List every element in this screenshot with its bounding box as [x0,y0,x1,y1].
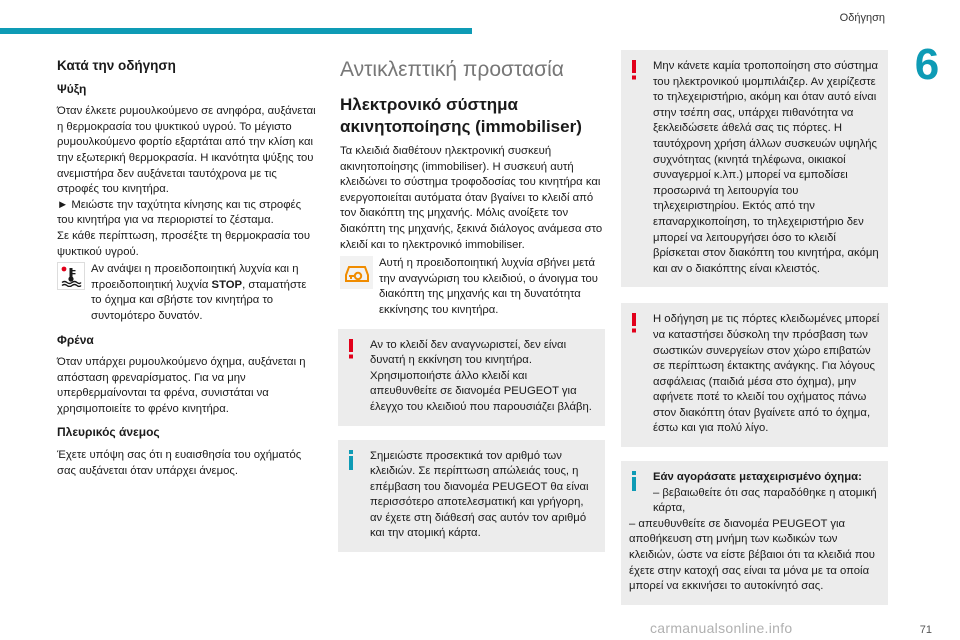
immobiliser-key-icon [340,256,373,289]
brakes-text: Όταν υπάρχει ρυμουλκούμενο όχημα, αυξάνεται η απόσταση φρεναρίσματος. Για να μην υπερθερμαίνονται τα φρένα, συνιστάται να χρησιμοποιείτε το φρένο κινητήρα. [57,356,306,415]
info-icon [631,471,637,497]
immobiliser-lamp-row [340,256,605,318]
cooling-text-2: Σε κάθε περίπτωση, προσέξτε τη θερμοκρασία του ψυκτικού υγρού. [57,229,311,258]
immobiliser-heading: Ηλεκτρονικό σύστημα ακινητοποίησης (immobiliser) [340,95,582,136]
stop-label: STOP [211,278,243,291]
used-vehicle-heading: Εάν αγοράσατε μεταχειρισμένο όχημα: [653,471,862,484]
watermark: carmanualsonline.info [650,620,793,636]
warning-exclamation-icon [631,60,637,86]
chapter-number: 6 [914,40,940,89]
used-vehicle-item-1: – βεβαιωθείτε ότι σας παραδόθηκε η ατομική κάρτα, [653,486,877,515]
used-vehicle-item-2: – απευθυνθείτε σε διανομέα PEUGEOT για αποθήκευση στη μνήμη των κωδικών των κλειδιών, ώστε να είστε βέβαιοι ότι τα κλειδιά που έχετε στην κατοχή σας είναι τα μόνα με τα οποία μπορεί να εκκινήσει το αυτοκίνητό σας. [629,517,875,593]
info-icon [348,450,354,476]
locked-doors-warning [621,303,888,447]
coolant-warning-row [57,262,319,324]
cooling-bullet: ► Μειώστε την ταχύτητα κίνησης και τις στροφές του κινητήρα για να περιοριστεί το ζέσταμα. [57,198,302,227]
driving-heading: Κατά την οδήγηση [57,58,176,73]
cooling-heading: Ψύξη [57,81,87,96]
key-number-info-text: Σημειώστε προσεκτικά τον αριθμό των κλειδιών. Σε περίπτωση απώλειάς τους, η επέμβαση του διανομέα PEUGEOT θα είναι περισσότερο αποτελεσματική και γρήγορη, αν έχετε στη διάθεσή σας αυτόν τον αριθμό και την ατομική κάρτα. [370,449,589,540]
warning-exclamation-icon [631,313,637,339]
key-warning-text: Αν το κλειδί δεν αναγνωριστεί, δεν είναι δυνατή η εκκίνηση του κινητήρα. Χρησιμοποιήστε άλλο κλειδί και απευθυνθείτε σε διανομέα PEUGEOT για έλεγχο του κλειδιού που παρουσιάζει βλάβη. [370,338,592,413]
section-header-title: Οδήγηση [839,12,885,24]
immobiliser-lamp-text: Αυτή η προειδοποιητική λυχνία σβήνει μετά την αναγνώριση του κλειδιού, ο άνοιγμα του διακόπτη της μηχανής και τη δυνατότητα εκκίνησης του κινητήρα. [379,257,598,316]
page-number: 71 [919,624,932,636]
left-column [57,58,319,479]
right-column [623,58,888,615]
key-number-info [338,440,605,553]
cooling-text: Όταν έλκετε ρυμουλκούμενο σε ανηφόρα, αυξάνεται η θερμοκρασία του ψυκτικού υγρού. Το μέγιστο ρυμουλκούμενο φορτίο εξαρτάται από την κλίση και την εξωτερική θερμοκρασία. Η ικανότητα ψύξης του ανεμιστήρα δεν αυξάνεται ταυτόχρονα με τις στροφές του κινητήρα. [57,105,316,196]
header-accent-bar [0,28,472,34]
coolant-warning-text-b: , σταματήστε το όχημα και σβήστε τον κινητήρα το συντομότερο δυνατόν. [91,278,307,322]
modification-warning-text: Μην κάνετε καμία τροποποίηση στο σύστημα του ηλεκτρονικού ιμομπιλάιζερ. Αν χειρίζεστε το τηλεχειριστήριο, ακόμη και όταν αυτό είναι στην τσέπη σας, υπάρχει πιθανότητα να ξεκλειδώσετε άθελά σας τις πόρτες. Η ταυτόχρονη χρήση άλλων συσκευών υψηλής συχνότητας (κινητά τηλέφωνα, οικιακοί συναγερμοί κ.λπ.) μπορεί να εμποδίσει προσωρινά τη λειτουργία του τηλεχειριστηρίου. Εκτός από την επαναρχικοποίηση, το τηλεχειριστήριο δεν μπορεί να λειτουργήσει όσο το κλειδί βρίσκεται στον διακόπτη του κινητήρα, ακόμη και αν ο διακόπτης είναι κλειστός. [653,60,879,275]
immobiliser-text: Τα κλειδιά διαθέτουν ηλεκτρονική συσκευή ακινητοποίησης (immobiliser). Η συσκευή αυτή κλειδώνει το σύστημα τροφοδοσίας του κινητήρα και ενεργοποιείται αυτόματα όταν βγαίνει το κλειδί από τον διακόπτη της μηχανής. Μόλις ανοίξετε τον διακόπτη της μηχανής, ξεκινά διάλογος ανάμεσα στο κλειδί και το ηλεκτρονικό immobiliser. [340,145,603,251]
anti-theft-title: Αντικλεπτική προστασία [340,58,564,81]
middle-column [340,58,605,562]
key-not-recognised-warning [338,329,605,426]
wind-heading: Πλευρικός άνεμος [57,425,160,440]
brakes-heading: Φρένα [57,332,94,347]
locked-doors-warning-text: Η οδήγηση με τις πόρτες κλειδωμένες μπορεί να καταστήσει δύσκολη την πρόσβαση των σωστικών συνεργείων στον χώρο επιβατών σε περίπτωση έκτακτης ανάγκης. Για λόγους ασφάλειας (παιδιά μέσα στο όχημα), μην αφήνετε ποτέ το κλειδί του οχήματος πάνω στον διακόπτη όταν βγαίνετε από το όχημα, έστω και για πολύ λίγο. [653,313,880,435]
wind-text: Έχετε υπόψη σας ότι η ευαισθησία του οχήματός σας αυξάνεται όταν υπάρχει άνεμος. [57,449,302,477]
used-vehicle-info [621,461,888,605]
warning-exclamation-icon [348,339,354,365]
coolant-warning-text [91,262,319,324]
coolant-warning-text-a: Αν ανάψει η προειδοποιητική λυχνία και η προειδοποιητική λυχνία [91,263,299,291]
coolant-temperature-warning-icon [57,262,85,290]
immobiliser-modification-warning [621,50,888,287]
